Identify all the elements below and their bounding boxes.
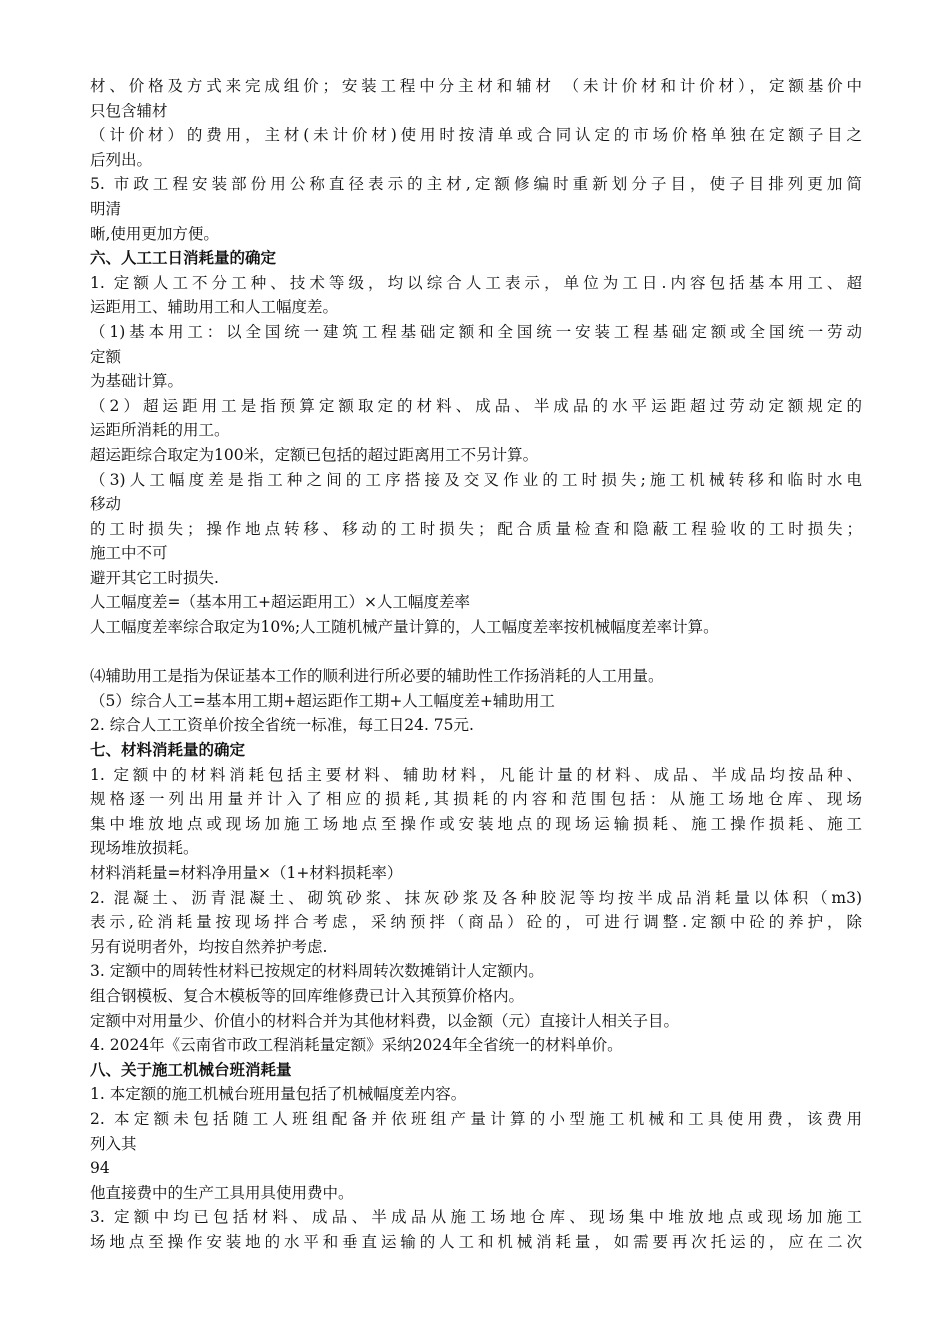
- text-line: （3)人工幅度差是指工种之间的工序搭接及交叉作业的工时损失;施工机械转移和临时水电: [90, 470, 862, 489]
- text-line: 集中堆放地点或现场加施工场地点至操作或安装地点的现场运输损耗、施工操作损耗、施工: [90, 814, 862, 833]
- text-line: 5. 市政工程安装部份用公称直径表示的主材,定额修编时重新划分子目，使子目排列更加简: [90, 175, 862, 194]
- text-line: 避开其它工时损失.: [90, 568, 219, 587]
- text-line: 定额中对用量少、价值小的材料合并为其他材料费，以金额（元）直接计人相关子目。: [90, 1011, 680, 1030]
- text-line: 运距用工、辅助用工和人工幅度差。: [90, 298, 339, 317]
- text-line: 94: [90, 1159, 110, 1178]
- text-line: （5）综合人工=基本用工期+超运距作工期+人工幅度差+辅助用工: [90, 691, 555, 710]
- text-line: 1. 定额中的材料消耗包括主要材料、辅助材料，凡能计量的材料、成品、半成品均按品种、: [90, 765, 862, 784]
- document-page: [90, 74, 862, 1255]
- text-line: 移动: [90, 495, 122, 514]
- section-heading: 八、关于施工机械台班消耗量: [90, 1059, 292, 1079]
- text-line: （1)基本用工：以全国统一建筑工程基础定额和全国统一安装工程基础定额或全国统一劳动: [90, 322, 862, 341]
- text-line: 明清: [90, 199, 122, 218]
- text-line: 规格逐一列出用量并计入了相应的损耗,其损耗的内容和范围包括：从施工场地仓库、现场: [90, 790, 862, 809]
- text-line: 他直接费中的生产工具用具使用费中。: [90, 1183, 354, 1202]
- text-line: 定额: [90, 347, 122, 366]
- text-line: 施工中不可: [90, 544, 168, 563]
- text-line: 运距所消耗的用工。: [90, 421, 230, 440]
- section-heading: 六、人工工日消耗量的确定: [90, 248, 277, 268]
- text-line: 4. 2024年《云南省市政工程消耗量定额》采纳2024年全省统一的材料单价。: [90, 1036, 623, 1055]
- text-line: 人工幅度差率综合取定为10%;人工随机械产量计算的，人工幅度差率按机械幅度差率计算。: [90, 618, 719, 637]
- section-heading: 七、材料消耗量的确定: [90, 740, 246, 760]
- text-line: 现场堆放损耗。: [90, 839, 199, 858]
- text-line: 后列出。: [90, 150, 153, 169]
- text-line: 表示,砼消耗量按现场拌合考虑，采纳预拌（商品）砼的，可进行调整.定额中砼的养护，除: [90, 913, 862, 932]
- text-line: 超运距综合取定为100米，定额已包括的超过距离用工不另计算。: [90, 445, 539, 464]
- text-line: 2. 综合人工工资单价按全省统一标准，每工日24. 75元.: [90, 716, 474, 735]
- text-line: ⑷辅助用工是指为保证基本工作的顺利进行所必要的辅助性工作扬消耗的人工用量。: [90, 667, 664, 686]
- text-line: 列入其: [90, 1134, 137, 1153]
- text-line: 只包含辅材: [90, 101, 168, 120]
- text-line: （2）超运距用工是指预算定额取定的材料、成品、半成品的水平运距超过劳动定额规定的: [90, 396, 862, 415]
- text-line: （计价材）的费用，主材(未计价材)使用时按清单或合同认定的市场价格单独在定额子目之: [90, 126, 862, 145]
- text-line: 3. 定额中均已包括材料、成品、半成品从施工场地仓库、现场集中堆放地点或现场加施工: [90, 1208, 862, 1227]
- text-line: 1. 定额人工不分工种、技术等级，均以综合人工表示，单位为工日.内容包括基本用工、超: [90, 273, 862, 292]
- text-line: 3. 定额中的周转性材料已按规定的材料周转次数摊销计人定额内。: [90, 962, 544, 981]
- text-line: 晰,使用更加方便。: [90, 224, 219, 243]
- text-line: 的工时损失；操作地点转移、移动的工时损失；配合质量检查和隐蔽工程验收的工时损失；: [90, 519, 862, 538]
- text-line: 2. 本定额未包括随工人班组配备并依班组产量计算的小型施工机械和工具使用费，该费用: [90, 1109, 862, 1128]
- text-line: 组合钢模板、复合木模板等的回库维修费已计入其预算价格内。: [90, 986, 525, 1005]
- text-line: 人工幅度差=（基本用工+超运距用工）×人工幅度差率: [90, 593, 470, 612]
- text-line: 2. 混凝土、沥青混凝土、砌筑砂浆、抹灰砂浆及各种胶泥等均按半成品消耗量以体积（m3): [90, 888, 862, 907]
- text-line: 另有说明者外，均按自然养护考虑.: [90, 937, 328, 956]
- text-line: 材料消耗量=材料净用量×（1+材料损耗率）: [90, 864, 403, 882]
- text-line: 1. 本定额的施工机械台班用量包括了机械幅度差内容。: [90, 1085, 467, 1104]
- text-line: [90, 640, 862, 665]
- text-line: 材、价格及方式来完成组价；安装工程中分主材和辅材 （未计价材和计价材），定额基价中: [90, 77, 862, 95]
- text-line: 场地点至操作安装地的水平和垂直运输的人工和机械消耗量，如需要再次托运的，应在二次: [90, 1232, 862, 1251]
- text-line: 为基础计算。: [90, 372, 184, 391]
